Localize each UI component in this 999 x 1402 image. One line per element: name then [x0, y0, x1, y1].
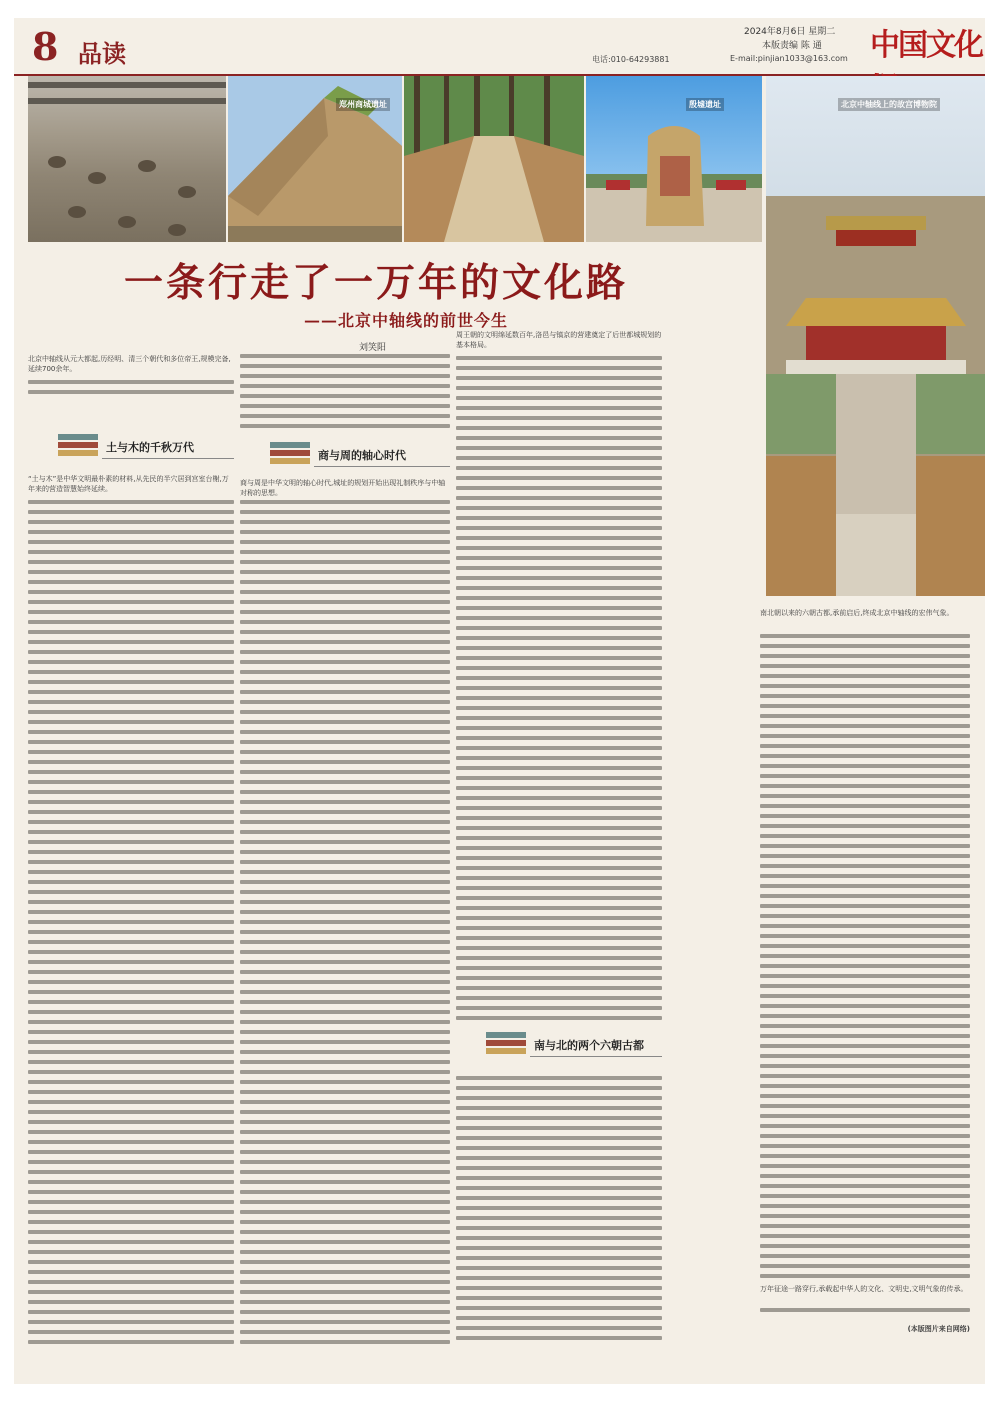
newspaper-logo: 中国文化 [870, 28, 982, 63]
photo-excavation-site [28, 76, 226, 242]
section-title: 南与北的两个六朝古都 [534, 1039, 644, 1052]
section-icon [270, 442, 310, 466]
photo-caption: 郑州商城遗址 [336, 98, 390, 111]
text-column-2 [240, 354, 450, 1354]
section-header [270, 440, 450, 470]
section-title: 土与木的千秋万代 [106, 441, 194, 454]
section-header [486, 1030, 662, 1060]
paragraph: 南北朝以来的六朝古都,承前启后,终成北京中轴线的宏伟气象。 [760, 609, 954, 617]
closing-paragraph: 万年征途一路穿行,承载起中华人的文化、文明史,文明气象的传承。 [760, 1285, 968, 1293]
photo-ancient-wall-path [404, 76, 584, 242]
photo-caption: 殷墟遗址 [686, 98, 724, 111]
section-header [58, 432, 234, 462]
email-address: E-mail:pinjian1033@163.com [730, 54, 848, 63]
section-name: 品读 [78, 39, 126, 68]
paragraph: 北京中轴线从元大都起,历经明、清三个朝代和多位帝王,规模完备,延续700余年。 [28, 355, 231, 373]
photo-zhengzhou-city-wall [228, 76, 402, 242]
paragraph: 商与周是中华文明的轴心时代,城址的规划开始出现礼制秩序与中轴对称的思想。 [240, 479, 446, 497]
text-column-4 [760, 608, 970, 1354]
page-number: 8 [32, 24, 59, 69]
section-icon [58, 434, 98, 458]
article-subtitle: ——北京中轴线的前世今生 [304, 311, 509, 330]
editor-credit: 本版责编 陈 通 [762, 41, 822, 51]
photo-yinxu-stone [586, 76, 762, 242]
newspaper-page [14, 18, 985, 1384]
section-title: 商与周的轴心时代 [318, 449, 406, 462]
paragraph: “土与木”是中华文明最朴素的材料,从先民的半穴居到宫室台榭,万年来的营造智慧始终延续。 [28, 475, 229, 493]
photo-source-note: (本版图片来自网络) [907, 1325, 970, 1333]
article-title: 一条行走了一万年的文化路 [124, 260, 629, 306]
text-column-1 [28, 354, 234, 1354]
photo-caption: 北京中轴线上的故宫博物院 [838, 98, 940, 111]
text-column-3 [456, 330, 662, 1354]
phone-number: 电话:010-64293881 [592, 55, 670, 64]
paragraph: 周王朝的文明绵延数百年,洛邑与镐京的营建奠定了后世都城规划的基本格局。 [456, 331, 662, 349]
article-author: 刘笑阳 [359, 343, 387, 353]
issue-date: 2024年8月6日 星期二 [744, 27, 836, 37]
masthead [14, 18, 985, 76]
photo-forbidden-city [766, 76, 985, 596]
section-icon [486, 1032, 526, 1056]
